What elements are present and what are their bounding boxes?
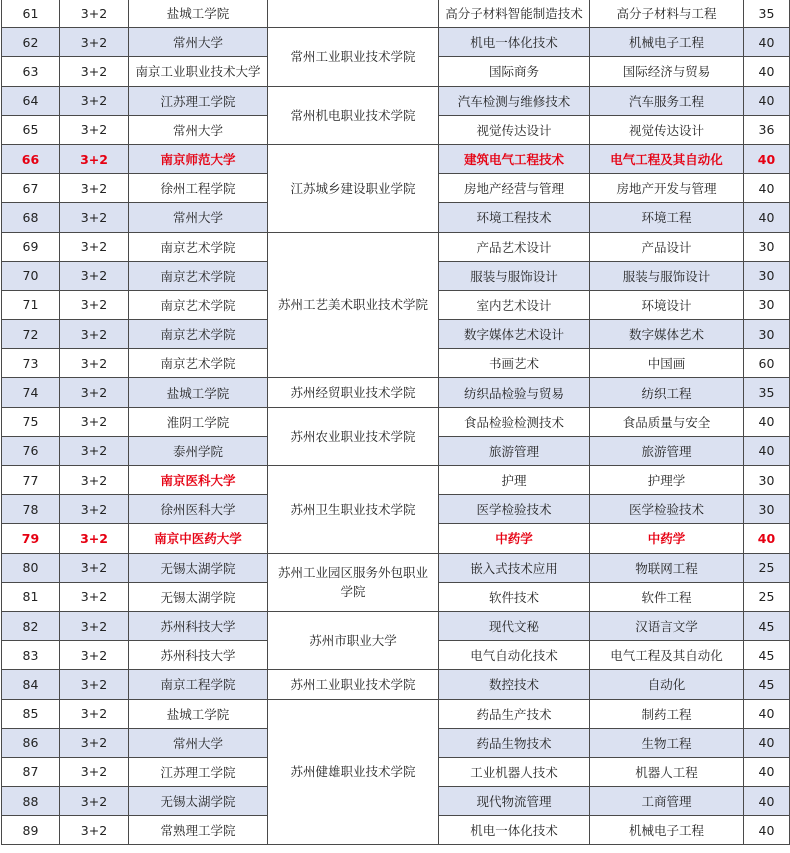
- row-number: 83: [2, 641, 60, 670]
- university-name: 徐州工程学院: [129, 174, 268, 203]
- row-number: 85: [2, 699, 60, 728]
- row-number: 63: [2, 57, 60, 86]
- enrollment-quota: 40: [744, 699, 790, 728]
- vocational-major: 纺织品检验与贸易: [439, 378, 590, 407]
- table-row: [2, 0, 790, 28]
- enrollment-mode: 3+2: [60, 670, 129, 699]
- enrollment-mode: 3+2: [60, 261, 129, 290]
- table-body: [2, 0, 790, 845]
- enrollment-mode: 3+2: [60, 641, 129, 670]
- row-number: 66: [2, 144, 60, 173]
- table-row: [2, 611, 790, 640]
- vocational-major: 机电一体化技术: [439, 816, 590, 845]
- enrollment-mode: 3+2: [60, 232, 129, 261]
- row-number: 64: [2, 86, 60, 115]
- table-row: [2, 378, 790, 407]
- undergraduate-major: 视觉传达设计: [590, 115, 744, 144]
- enrollment-mode: 3+2: [60, 28, 129, 57]
- row-number: 74: [2, 378, 60, 407]
- undergraduate-major: 护理学: [590, 466, 744, 495]
- enrollment-mode: 3+2: [60, 115, 129, 144]
- enrollment-mode: 3+2: [60, 787, 129, 816]
- college-name: 苏州工业职业技术学院: [268, 670, 439, 699]
- row-number: 79: [2, 524, 60, 553]
- enrollment-quota: 30: [744, 290, 790, 319]
- university-name: 苏州科技大学: [129, 611, 268, 640]
- table-row: [2, 553, 790, 582]
- vocational-major: 室内艺术设计: [439, 290, 590, 319]
- university-name: 常州大学: [129, 728, 268, 757]
- enrollment-mode: 3+2: [60, 144, 129, 173]
- enrollment-quota: 45: [744, 670, 790, 699]
- row-number: 70: [2, 261, 60, 290]
- vocational-major: 服装与服饰设计: [439, 261, 590, 290]
- vocational-major: 汽车检测与维修技术: [439, 86, 590, 115]
- row-number: 61: [2, 0, 60, 28]
- enrollment-mode: 3+2: [60, 0, 129, 28]
- vocational-major: 中药学: [439, 524, 590, 553]
- table-row: [2, 699, 790, 728]
- enrollment-quota: 40: [744, 86, 790, 115]
- university-name: 南京艺术学院: [129, 320, 268, 349]
- enrollment-quota: 25: [744, 582, 790, 611]
- undergraduate-major: 纺织工程: [590, 378, 744, 407]
- enrollment-mode: 3+2: [60, 582, 129, 611]
- vocational-major: 数控技术: [439, 670, 590, 699]
- program-table: [1, 0, 790, 845]
- enrollment-mode: 3+2: [60, 57, 129, 86]
- enrollment-quota: 40: [744, 144, 790, 173]
- enrollment-quota: 30: [744, 320, 790, 349]
- enrollment-mode: 3+2: [60, 816, 129, 845]
- table-row: [2, 407, 790, 436]
- university-name: 常熟理工学院: [129, 816, 268, 845]
- university-name: 无锡太湖学院: [129, 787, 268, 816]
- undergraduate-major: 电气工程及其自动化: [590, 144, 744, 173]
- undergraduate-major: 食品质量与安全: [590, 407, 744, 436]
- undergraduate-major: 环境工程: [590, 203, 744, 232]
- undergraduate-major: 产品设计: [590, 232, 744, 261]
- vocational-major: 软件技术: [439, 582, 590, 611]
- vocational-major: 护理: [439, 466, 590, 495]
- university-name: 淮阴工学院: [129, 407, 268, 436]
- enrollment-mode: 3+2: [60, 378, 129, 407]
- university-name: 常州大学: [129, 203, 268, 232]
- college-name: 常州机电职业技术学院: [268, 86, 439, 144]
- college-name: 苏州市职业大学: [268, 611, 439, 669]
- table-row: [2, 232, 790, 261]
- university-name: 无锡太湖学院: [129, 582, 268, 611]
- vocational-major: 机电一体化技术: [439, 28, 590, 57]
- college-name: 苏州卫生职业技术学院: [268, 466, 439, 554]
- college-name: 江苏城乡建设职业学院: [268, 144, 439, 232]
- vocational-major: 建筑电气工程技术: [439, 144, 590, 173]
- enrollment-mode: 3+2: [60, 349, 129, 378]
- row-number: 71: [2, 290, 60, 319]
- vocational-major: 电气自动化技术: [439, 641, 590, 670]
- enrollment-quota: 40: [744, 757, 790, 786]
- row-number: 65: [2, 115, 60, 144]
- row-number: 73: [2, 349, 60, 378]
- university-name: 南京艺术学院: [129, 232, 268, 261]
- vocational-major: 工业机器人技术: [439, 757, 590, 786]
- row-number: 84: [2, 670, 60, 699]
- university-name: 无锡太湖学院: [129, 553, 268, 582]
- row-number: 88: [2, 787, 60, 816]
- vocational-major: 数字媒体艺术设计: [439, 320, 590, 349]
- college-name: 苏州经贸职业技术学院: [268, 378, 439, 407]
- undergraduate-major: 数字媒体艺术: [590, 320, 744, 349]
- undergraduate-major: 环境设计: [590, 290, 744, 319]
- row-number: 82: [2, 611, 60, 640]
- row-number: 69: [2, 232, 60, 261]
- enrollment-mode: 3+2: [60, 290, 129, 319]
- enrollment-mode: 3+2: [60, 174, 129, 203]
- university-name: 南京中医药大学: [129, 524, 268, 553]
- undergraduate-major: 机器人工程: [590, 757, 744, 786]
- row-number: 77: [2, 466, 60, 495]
- university-name: 南京艺术学院: [129, 290, 268, 319]
- undergraduate-major: 汽车服务工程: [590, 86, 744, 115]
- enrollment-mode: 3+2: [60, 699, 129, 728]
- enrollment-quota: 35: [744, 378, 790, 407]
- university-name: 盐城工学院: [129, 699, 268, 728]
- enrollment-quota: 40: [744, 407, 790, 436]
- university-name: 南京医科大学: [129, 466, 268, 495]
- university-name: 徐州医科大学: [129, 495, 268, 524]
- row-number: 89: [2, 816, 60, 845]
- row-number: 68: [2, 203, 60, 232]
- undergraduate-major: 物联网工程: [590, 553, 744, 582]
- undergraduate-major: 自动化: [590, 670, 744, 699]
- enrollment-mode: 3+2: [60, 757, 129, 786]
- enrollment-quota: 40: [744, 816, 790, 845]
- university-name: 苏州科技大学: [129, 641, 268, 670]
- vocational-major: 视觉传达设计: [439, 115, 590, 144]
- enrollment-quota: 40: [744, 728, 790, 757]
- table-row: [2, 670, 790, 699]
- undergraduate-major: 电气工程及其自动化: [590, 641, 744, 670]
- enrollment-quota: 40: [744, 174, 790, 203]
- enrollment-quota: 40: [744, 57, 790, 86]
- enrollment-quota: 30: [744, 232, 790, 261]
- vocational-major: 旅游管理: [439, 436, 590, 465]
- vocational-major: 食品检验检测技术: [439, 407, 590, 436]
- university-name: 江苏理工学院: [129, 86, 268, 115]
- enrollment-quota: 40: [744, 787, 790, 816]
- table-row: [2, 86, 790, 115]
- enrollment-mode: 3+2: [60, 436, 129, 465]
- row-number: 81: [2, 582, 60, 611]
- enrollment-mode: 3+2: [60, 495, 129, 524]
- table-row: [2, 466, 790, 495]
- university-name: 泰州学院: [129, 436, 268, 465]
- enrollment-mode: 3+2: [60, 728, 129, 757]
- vocational-major: 医学检验技术: [439, 495, 590, 524]
- row-number: 76: [2, 436, 60, 465]
- university-name: 南京工程学院: [129, 670, 268, 699]
- row-number: 67: [2, 174, 60, 203]
- row-number: 72: [2, 320, 60, 349]
- vocational-major: 产品艺术设计: [439, 232, 590, 261]
- vocational-major: 环境工程技术: [439, 203, 590, 232]
- undergraduate-major: 高分子材料与工程: [590, 0, 744, 28]
- row-number: 87: [2, 757, 60, 786]
- college-name: 常州工业职业技术学院: [268, 28, 439, 86]
- enrollment-mode: 3+2: [60, 466, 129, 495]
- enrollment-quota: 40: [744, 524, 790, 553]
- enrollment-quota: 30: [744, 466, 790, 495]
- university-name: 常州大学: [129, 115, 268, 144]
- university-name: 南京工业职业技术大学: [129, 57, 268, 86]
- vocational-major: 高分子材料智能制造技术: [439, 0, 590, 28]
- vocational-major: 药品生物技术: [439, 728, 590, 757]
- university-name: 常州大学: [129, 28, 268, 57]
- college-name: 苏州健雄职业技术学院: [268, 699, 439, 845]
- undergraduate-major: 生物工程: [590, 728, 744, 757]
- enrollment-mode: 3+2: [60, 611, 129, 640]
- enrollment-quota: 60: [744, 349, 790, 378]
- row-number: 86: [2, 728, 60, 757]
- undergraduate-major: 机械电子工程: [590, 28, 744, 57]
- undergraduate-major: 服装与服饰设计: [590, 261, 744, 290]
- enrollment-quota: 35: [744, 0, 790, 28]
- vocational-major: 国际商务: [439, 57, 590, 86]
- college-name: 苏州工业园区服务外包职业学院: [268, 553, 439, 611]
- enrollment-mode: 3+2: [60, 407, 129, 436]
- undergraduate-major: 医学检验技术: [590, 495, 744, 524]
- vocational-major: 房地产经营与管理: [439, 174, 590, 203]
- undergraduate-major: 中国画: [590, 349, 744, 378]
- table-row: [2, 28, 790, 57]
- enrollment-mode: 3+2: [60, 553, 129, 582]
- enrollment-quota: 36: [744, 115, 790, 144]
- undergraduate-major: 机械电子工程: [590, 816, 744, 845]
- enrollment-quota: 45: [744, 611, 790, 640]
- enrollment-quota: 30: [744, 495, 790, 524]
- enrollment-quota: 40: [744, 436, 790, 465]
- undergraduate-major: 制药工程: [590, 699, 744, 728]
- college-name: [268, 0, 439, 28]
- undergraduate-major: 汉语言文学: [590, 611, 744, 640]
- row-number: 78: [2, 495, 60, 524]
- university-name: 南京艺术学院: [129, 261, 268, 290]
- vocational-major: 书画艺术: [439, 349, 590, 378]
- college-name: 苏州工艺美术职业技术学院: [268, 232, 439, 378]
- enrollment-mode: 3+2: [60, 320, 129, 349]
- enrollment-mode: 3+2: [60, 524, 129, 553]
- enrollment-quota: 45: [744, 641, 790, 670]
- enrollment-quota: 30: [744, 261, 790, 290]
- university-name: 盐城工学院: [129, 0, 268, 28]
- enrollment-quota: 40: [744, 203, 790, 232]
- undergraduate-major: 旅游管理: [590, 436, 744, 465]
- undergraduate-major: 房地产开发与管理: [590, 174, 744, 203]
- undergraduate-major: 软件工程: [590, 582, 744, 611]
- university-name: 南京师范大学: [129, 144, 268, 173]
- undergraduate-major: 中药学: [590, 524, 744, 553]
- university-name: 南京艺术学院: [129, 349, 268, 378]
- university-name: 盐城工学院: [129, 378, 268, 407]
- enrollment-quota: 40: [744, 28, 790, 57]
- college-name: 苏州农业职业技术学院: [268, 407, 439, 465]
- enrollment-mode: 3+2: [60, 86, 129, 115]
- vocational-major: 药品生产技术: [439, 699, 590, 728]
- row-number: 80: [2, 553, 60, 582]
- table-row: [2, 144, 790, 173]
- undergraduate-major: 工商管理: [590, 787, 744, 816]
- university-name: 江苏理工学院: [129, 757, 268, 786]
- vocational-major: 现代文秘: [439, 611, 590, 640]
- row-number: 75: [2, 407, 60, 436]
- enrollment-mode: 3+2: [60, 203, 129, 232]
- vocational-major: 嵌入式技术应用: [439, 553, 590, 582]
- row-number: 62: [2, 28, 60, 57]
- enrollment-quota: 25: [744, 553, 790, 582]
- vocational-major: 现代物流管理: [439, 787, 590, 816]
- undergraduate-major: 国际经济与贸易: [590, 57, 744, 86]
